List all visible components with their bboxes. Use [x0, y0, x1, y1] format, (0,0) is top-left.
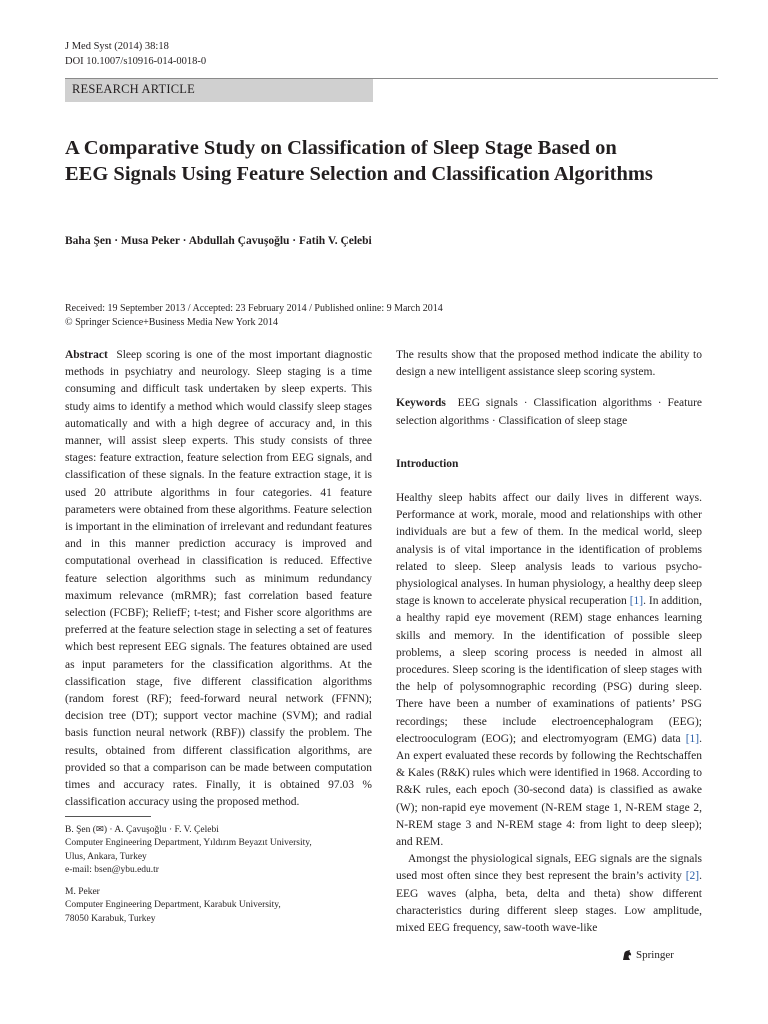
- affiliation-location: Ulus, Ankara, Turkey: [65, 851, 147, 862]
- affiliations: [65, 824, 385, 935]
- affiliation-email[interactable]: e-mail: bsen@ybu.edu.tr: [65, 864, 159, 875]
- keywords-text: EEG signals · Classification algorithms · Feature selection algorithms · Classification of sleep stage: [396, 397, 703, 427]
- affiliation-group: [65, 824, 385, 877]
- author-list: Baha Şen · Musa Peker · Abdullah Çavuşoğlu · Fatih V. Çelebi: [65, 235, 372, 247]
- publisher-name: Springer: [636, 949, 674, 961]
- left-column: [65, 347, 372, 811]
- article-type-banner: RESEARCH ARTICLE: [65, 79, 373, 102]
- affiliation-department: Computer Engineering Department, Yıldırım Beyazıt University,: [65, 838, 312, 849]
- citation-link[interactable]: [2]: [685, 870, 700, 883]
- keywords-label: Keywords: [396, 397, 446, 410]
- citation-link[interactable]: [1]: [685, 732, 700, 745]
- intro-p1-text-a: Healthy sleep habits affect our daily lives in different ways. Performance at work, morale, mood and relationships with other individuals are but a few of them. In the medical world, sleep analysis is of vital importance in the identification of problems related to sleep. Sleep analysis leads to various psycho-physiological analyses. In human physiology, a healthy deep sleep stage is known to accelerate physical recuperation: [396, 492, 702, 608]
- affiliation-authors: M. Peker: [65, 887, 100, 898]
- abstract: [65, 347, 372, 811]
- copyright-line: © Springer Science+Business Media New York 2014: [65, 317, 278, 328]
- keywords: [396, 395, 702, 429]
- affiliation-location: 78050 Karabuk, Turkey: [65, 913, 156, 924]
- journal-header: [65, 39, 206, 69]
- abstract-continuation: The results show that the proposed method indicate the ability to design a new intelligent assistance sleep scoring system.: [396, 349, 702, 379]
- introduction-paragraph-2: [396, 851, 702, 937]
- abstract-label: Abstract: [65, 349, 108, 361]
- intro-p2-text-b: . EEG waves (alpha, beta, delta and theta) show different characteristics during different sleep stages. Low amplitude, mixed EEG frequency, saw-tooth wave-like: [396, 870, 702, 935]
- citation-link[interactable]: [1]: [629, 595, 644, 608]
- affiliation-authors: B. Şen (✉) · A. Çavuşoğlu · F. V. Çelebi: [65, 825, 219, 835]
- affiliation-group: [65, 886, 385, 926]
- springer-horse-icon: [621, 949, 633, 961]
- affiliation-divider: [65, 816, 151, 817]
- introduction-heading: Introduction: [396, 457, 459, 470]
- journal-citation: J Med Syst (2014) 38:18: [65, 41, 169, 52]
- intro-p2-text-a: Amongst the physiological signals, EEG signals are the signals used most often since they best represent the brain’s activity: [396, 853, 702, 883]
- abstract-text: Sleep scoring is one of the most important diagnostic methods in psychiatry and neurology. Sleep staging is a time consuming and difficult task undertaken by sleep experts. This study aims to identify a method which would classify sleep stages automatically and with a high degree of accuracy and, in this manner, will assist sleep experts. This study consists of three stages: feature extraction, feature selection from EEG signals, and classification of these signals. In the feature extraction stage, it is used 20 attribute algorithms in four categories. 41 feature parameters were obtained from these algorithms. Feature selection is important in the elimination of irrelevant and redundant features and in this manner prediction accuracy is improved and computational overhead in classification is reduced. Effective feature selection algorithms such as minimum redundancy maximum relevance (mRMR); fast correlation based feature selection (FCBF); ReliefF; t-test; and Fisher score algorithms are preferred at the feature selection stage in selecting a set of features which best represent EEG signals. The features obtained are used as input parameters for the classification algorithms. At the classification stage, five different classification algorithms (random forest (RF); feed-forward neural network (FFNN); decision tree (DT); support vector machine (SVM); and radial basis function neural network (RBF)) classify the problem. The results, obtained from different classification algorithms, are provided so that a comparison can be made between computation times and accuracy rates. Finally, it is obtained 97.03 % classification accuracy using the proposed method.: [65, 349, 373, 809]
- introduction-paragraph-1: [396, 490, 702, 851]
- paper-title: A Comparative Study on Classification of Sleep Stage Based on EEG Signals Using Feature Selection and Classification Algorithms: [65, 137, 653, 185]
- doi: DOI 10.1007/s10916-014-0018-0: [65, 56, 207, 67]
- right-column: [396, 347, 702, 937]
- publication-history: Received: 19 September 2013 / Accepted: 23 February 2014 / Published online: 9 March 2014: [65, 303, 443, 314]
- intro-p1-text-b: . In addition, a healthy rapid eye movement (REM) stage enhances learning skills and memory. In the identification of possible sleep problems, a sleep scoring process is needed in almost all procedures. Sleep scoring is the identification of sleep stages with the help of polysomnographic recording (PSG) during sleep. There have been a number of examinations of patients’ PSG recordings; these include electroencephalogram (EEG); electrooculogram (EOG); and electromyogram (EMG) data: [396, 595, 702, 745]
- publisher-logo: [621, 948, 674, 962]
- publication-dates: [65, 302, 443, 330]
- intro-p1-text-c: . An expert evaluated these records by following the Rechtschaffen & Kales (R&K) rules which were identified in 1968. According to R&K rules, each epoch (30-second data) is classified as awake (W); non-rapid eye movement (N-REM stage 1, N-REM stage 2, N-REM stage 3 and N-REM stage 4: from light to deep sleep); and REM.: [396, 732, 702, 849]
- affiliation-department: Computer Engineering Department, Karabuk University,: [65, 900, 281, 911]
